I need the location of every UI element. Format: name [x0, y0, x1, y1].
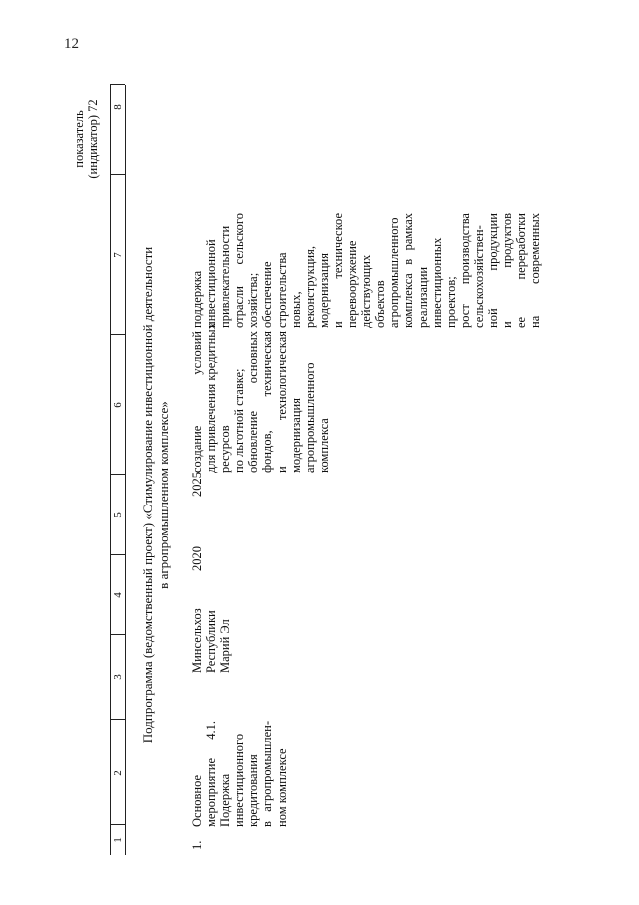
- measure-cell: [190, 721, 289, 827]
- consequences-line: на современных: [528, 213, 543, 328]
- consequences-line: реализации: [415, 266, 430, 328]
- executor-cell: [190, 588, 232, 673]
- measure-line: мероприятие 4.1.: [204, 721, 219, 827]
- measure-line: в агропромышлен-: [260, 721, 275, 827]
- column-number-4: 4: [112, 592, 124, 598]
- table-top-border: [110, 85, 111, 855]
- consequences-line: поддержка: [190, 270, 204, 328]
- measure-line: Основное: [190, 774, 204, 827]
- consequences-line: агропромышленного: [387, 217, 402, 328]
- col-divider: [110, 84, 125, 85]
- executor-line: Республики: [204, 610, 219, 673]
- indicator-line: показатель: [72, 110, 86, 168]
- consequences-line: проектов;: [443, 276, 458, 328]
- consequences-line: ее переработки: [514, 213, 529, 328]
- consequences-line: модернизация: [316, 253, 331, 328]
- table-header-border: [125, 85, 126, 855]
- col-divider: [110, 174, 125, 175]
- consequences-line: новых,: [288, 291, 303, 328]
- column-number-5: 5: [112, 512, 124, 518]
- consequences-line: привлекательности: [218, 225, 233, 328]
- direct-result-line: по льготной ставке;: [232, 368, 247, 473]
- column-number-8: 8: [112, 104, 124, 110]
- direct-result-line: комплекса: [316, 418, 331, 473]
- indicator-line: (индикатор) 72: [86, 99, 101, 179]
- col-divider: [110, 334, 125, 335]
- executor-line: Марий Эл: [218, 619, 233, 673]
- consequences-line: сельскохозяйствен-: [471, 225, 486, 328]
- page-number: 12: [64, 36, 79, 52]
- direct-result-line: и технологическая: [274, 331, 289, 473]
- col-divider: [110, 554, 125, 555]
- consequences-line: и продуктов: [500, 213, 515, 328]
- row-number: 1.: [190, 840, 204, 850]
- col-divider: [110, 719, 125, 720]
- consequences-line: и техническое: [330, 213, 345, 328]
- consequences-line: отрасли сельского: [232, 213, 247, 328]
- column-number-1: 1: [112, 837, 124, 843]
- col-divider: [110, 634, 125, 635]
- direct-result-line: агропромышленного: [302, 362, 317, 473]
- column-number-2: 2: [112, 770, 124, 776]
- direct-result-line: фондов, техническая: [260, 331, 275, 473]
- subprogram-title: [140, 245, 172, 745]
- measure-line: ном комплексе: [274, 748, 289, 827]
- column-number-3: 3: [112, 674, 124, 680]
- consequences-line: реконструкция,: [302, 245, 317, 328]
- consequences-line: инвестиционных: [429, 237, 444, 328]
- measure-line: инвестиционного: [232, 733, 247, 827]
- measure-line: кредитования: [246, 754, 261, 827]
- consequences-line: комплекса в рамках: [401, 213, 416, 328]
- executor-line: Минсельхоз: [190, 608, 204, 673]
- start-year: 2020: [190, 546, 204, 571]
- consequences-line: объектов: [373, 280, 388, 328]
- consequences-line: обеспечение: [260, 261, 275, 328]
- consequences-line: ной продукции: [485, 213, 500, 328]
- direct-result-line: для привлечения кредитных: [204, 323, 219, 473]
- direct-result-cell: [190, 323, 331, 473]
- consequences-line: действующих: [359, 254, 374, 328]
- subprogram-title-line: Подпрограмма (ведомственный проект) «Стимулирование инвестиционной деятельности: [140, 246, 155, 744]
- consequences-line: рост производства: [457, 213, 472, 328]
- consequences-line: перевооружение: [345, 240, 360, 328]
- measure-line: Подержка: [218, 773, 233, 827]
- subprogram-title-line: в агропромышленном комплексе»: [156, 401, 171, 589]
- direct-result-line: создание условий: [190, 331, 204, 473]
- consequences-line: хозяйства;: [246, 272, 261, 328]
- consequences-cell: [190, 213, 542, 328]
- column-number-6: 6: [112, 402, 124, 408]
- indicator-cell: [72, 89, 100, 189]
- end-year: 2025: [190, 472, 204, 497]
- column-number-7: 7: [112, 252, 124, 258]
- consequences-line: инвестиционной: [204, 239, 219, 328]
- direct-result-line: ресурсов: [218, 425, 233, 473]
- col-divider: [110, 474, 125, 475]
- direct-result-line: модернизация: [288, 398, 303, 473]
- direct-result-line: обновление основных: [246, 331, 261, 473]
- consequences-line: строительства: [274, 252, 289, 328]
